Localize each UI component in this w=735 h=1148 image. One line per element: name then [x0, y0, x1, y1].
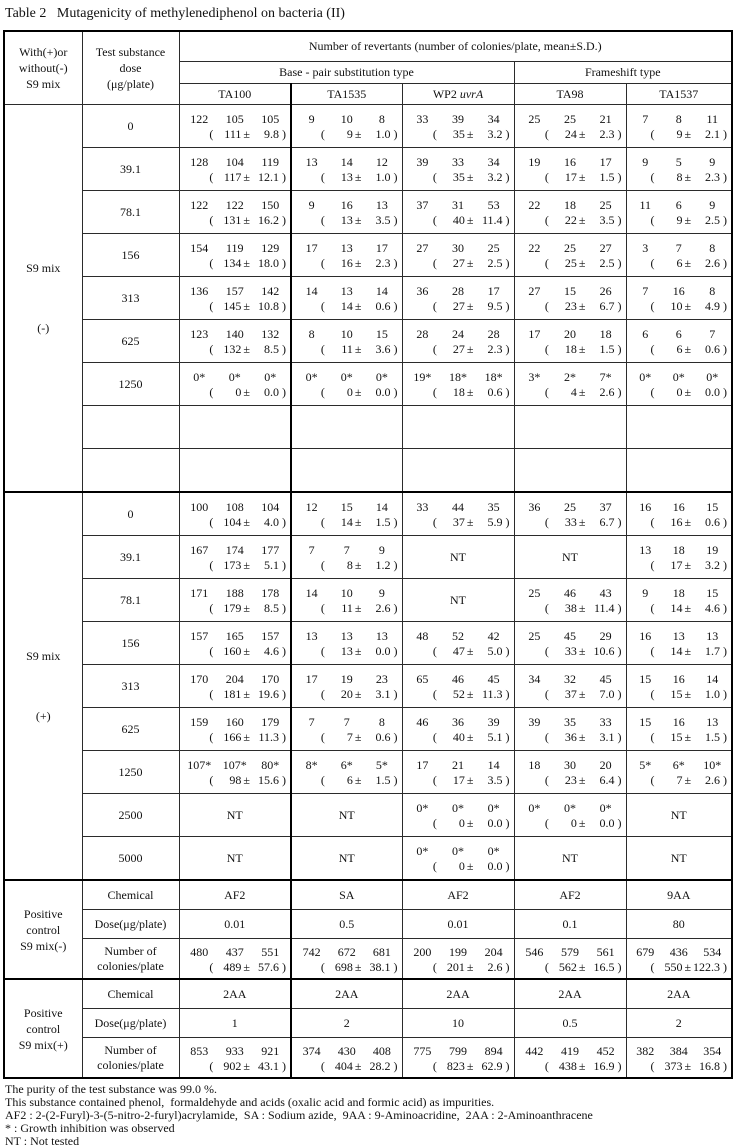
pc-dose-cell: 2 — [626, 1009, 732, 1038]
data-cell: 13 14 12 ( 13 ± 1.0 ) — [291, 148, 402, 191]
pc-dose-cell: 0.5 — [514, 1009, 626, 1038]
data-cell: 0* 0* 0* ( 0 ± 0.0 ) — [402, 837, 514, 881]
empty-cell — [179, 449, 291, 493]
data-cell: 0* 0* 0* ( 0 ± 0.0 ) — [626, 363, 732, 406]
data-cell: 200 199 204 ( 201 ± 2.6 ) — [402, 939, 514, 980]
data-cell: 442 419 452 ( 438 ± 16.9 ) — [514, 1038, 626, 1079]
data-cell: 5* 6* 10* ( 7 ± 2.6 ) — [626, 751, 732, 794]
dose-cell: 5000 — [82, 837, 179, 881]
data-cell: 100 108 104 ( 104 ± 4.0 ) — [179, 492, 291, 536]
data-cell: 122 105 105 ( 111 ± 9.8 ) — [179, 105, 291, 148]
data-cell: 742 672 681 ( 698 ± 38.1 ) — [291, 939, 402, 980]
data-cell: 13 18 19 ( 17 ± 3.2 ) — [626, 536, 732, 579]
data-cell: 775 799 894 ( 823 ± 62.9 ) — [402, 1038, 514, 1079]
pc-chemical-cell: AF2 — [402, 880, 514, 910]
pc-dose-cell: 10 — [402, 1009, 514, 1038]
data-cell: 19 16 17 ( 17 ± 1.5 ) — [514, 148, 626, 191]
data-cell: NT — [402, 536, 514, 579]
data-cell: NT — [626, 794, 732, 837]
empty-cell — [514, 406, 626, 449]
pc-dose-cell: 0.5 — [291, 910, 402, 939]
dose-cell: 156 — [82, 234, 179, 277]
pc-chemical-cell: 9AA — [626, 880, 732, 910]
data-cell: 123 140 132 ( 132 ± 8.5 ) — [179, 320, 291, 363]
pc-chemical-row-label: Chemical — [82, 979, 179, 1009]
data-cell: 36 28 17 ( 27 ± 9.5 ) — [402, 277, 514, 320]
footnote-line: NT : Not tested — [5, 1134, 80, 1148]
data-cell: NT — [514, 837, 626, 881]
footnote-line: The purity of the test substance was 99.0 %. — [5, 1082, 217, 1096]
pc-chemical-cell: 2AA — [514, 979, 626, 1009]
empty-cell — [402, 449, 514, 493]
data-cell: 853 933 921 ( 902 ± 43.1 ) — [179, 1038, 291, 1079]
data-cell: NT — [179, 794, 291, 837]
data-cell: 17 13 17 ( 16 ± 2.3 ) — [291, 234, 402, 277]
data-cell: 7 8 11 ( 9 ± 2.1 ) — [626, 105, 732, 148]
data-cell: 39 33 34 ( 35 ± 3.2 ) — [402, 148, 514, 191]
data-cell: NT — [291, 837, 402, 881]
empty-cell — [402, 406, 514, 449]
data-cell: 18 30 20 ( 23 ± 6.4 ) — [514, 751, 626, 794]
data-cell: 37 31 53 ( 40 ± 11.4 ) — [402, 191, 514, 234]
data-cell: 0* 0* 0* ( 0 ± 0.0 ) — [179, 363, 291, 406]
data-cell: 11 6 9 ( 9 ± 2.5 ) — [626, 191, 732, 234]
dose-cell: 313 — [82, 277, 179, 320]
empty-cell — [179, 406, 291, 449]
pc-dose-cell: 80 — [626, 910, 732, 939]
dose-cell: 625 — [82, 708, 179, 751]
data-cell: 16 13 13 ( 14 ± 1.7 ) — [626, 622, 732, 665]
mutagenicity-table — [3, 30, 733, 1079]
pc-dose-row-label: Dose(μg/plate) — [82, 1009, 179, 1038]
positive-control-label: Positive control S9 mix(-) — [4, 880, 82, 979]
strain-header: TA1537 — [626, 84, 732, 105]
empty-cell — [626, 406, 732, 449]
data-cell: 679 436 534 ( 550 ± 122.3 ) — [626, 939, 732, 980]
pc-dose-cell: 0.1 — [514, 910, 626, 939]
data-cell: 159 160 179 ( 166 ± 11.3 ) — [179, 708, 291, 751]
data-cell: 8 10 15 ( 11 ± 3.6 ) — [291, 320, 402, 363]
data-cell: 8* 6* 5* ( 6 ± 1.5 ) — [291, 751, 402, 794]
data-cell: 9 10 8 ( 9 ± 1.0 ) — [291, 105, 402, 148]
data-cell: NT — [402, 579, 514, 622]
data-cell: 65 46 45 ( 52 ± 11.3 ) — [402, 665, 514, 708]
data-cell: 167 174 177 ( 173 ± 5.1 ) — [179, 536, 291, 579]
data-cell: 9 18 15 ( 14 ± 4.6 ) — [626, 579, 732, 622]
data-cell: NT — [179, 837, 291, 881]
data-cell: 3 7 8 ( 6 ± 2.6 ) — [626, 234, 732, 277]
group-header-1: Frameshift type — [514, 62, 732, 84]
data-cell: 28 24 28 ( 27 ± 2.3 ) — [402, 320, 514, 363]
data-cell: 25 25 21 ( 24 ± 2.3 ) — [514, 105, 626, 148]
empty-cell — [291, 406, 402, 449]
table-header — [4, 31, 732, 105]
section-label: S9 mix (+) — [4, 492, 82, 880]
data-cell: 382 384 354 ( 373 ± 16.8 ) — [626, 1038, 732, 1079]
dose-cell — [82, 406, 179, 449]
data-cell: 171 188 178 ( 179 ± 8.5 ) — [179, 579, 291, 622]
data-cell: 15 16 13 ( 15 ± 1.5 ) — [626, 708, 732, 751]
pc-dose-row-label: Dose(μg/plate) — [82, 910, 179, 939]
strain-header: TA1535 — [291, 84, 402, 105]
data-cell: 17 20 18 ( 18 ± 1.5 ) — [514, 320, 626, 363]
dose-cell: 78.1 — [82, 191, 179, 234]
data-cell: 480 437 551 ( 489 ± 57.6 ) — [179, 939, 291, 980]
pc-chemical-cell: AF2 — [514, 880, 626, 910]
pc-dose-cell: 2 — [291, 1009, 402, 1038]
data-cell: 3* 2* 7* ( 4 ± 2.6 ) — [514, 363, 626, 406]
data-cell: 25 45 29 ( 33 ± 10.6 ) — [514, 622, 626, 665]
data-cell: 34 32 45 ( 37 ± 7.0 ) — [514, 665, 626, 708]
pc-number-row-label: Number of colonies/plate — [82, 939, 179, 980]
empty-cell — [291, 449, 402, 493]
data-cell: 12 15 14 ( 14 ± 1.5 ) — [291, 492, 402, 536]
data-cell: 546 579 561 ( 562 ± 16.5 ) — [514, 939, 626, 980]
footnotes — [5, 1083, 732, 1148]
empty-cell — [626, 449, 732, 493]
data-cell: 17 19 23 ( 20 ± 3.1 ) — [291, 665, 402, 708]
data-cell: 22 25 27 ( 25 ± 2.5 ) — [514, 234, 626, 277]
data-cell: 7 7 8 ( 7 ± 0.6 ) — [291, 708, 402, 751]
data-cell: 14 10 9 ( 11 ± 2.6 ) — [291, 579, 402, 622]
positive-control-label: Positive control S9 mix(+) — [4, 979, 82, 1078]
dose-cell: 39.1 — [82, 536, 179, 579]
data-cell: 136 157 142 ( 145 ± 10.8 ) — [179, 277, 291, 320]
section-label: S9 mix (-) — [4, 105, 82, 493]
dose-cell: 2500 — [82, 794, 179, 837]
strain-header: WP2 uvrA — [402, 84, 514, 105]
pc-chemical-cell: SA — [291, 880, 402, 910]
footnote-line: This substance contained phenol, formaldehyde and acids (oxalic acid and formic acid) as impurities. — [5, 1095, 495, 1109]
data-cell: NT — [514, 536, 626, 579]
data-cell: 374 430 408 ( 404 ± 28.2 ) — [291, 1038, 402, 1079]
data-cell: 154 119 129 ( 134 ± 18.0 ) — [179, 234, 291, 277]
pc-chemical-cell: 2AA — [402, 979, 514, 1009]
header-test-substance-dose: Test substance dose (μg/plate) — [82, 31, 179, 105]
data-cell: NT — [291, 794, 402, 837]
group-header-0: Base - pair substitution type — [179, 62, 514, 84]
data-cell: 16 16 15 ( 16 ± 0.6 ) — [626, 492, 732, 536]
data-cell: 22 18 25 ( 22 ± 3.5 ) — [514, 191, 626, 234]
dose-cell: 156 — [82, 622, 179, 665]
dose-cell: 0 — [82, 492, 179, 536]
data-cell: 0* 0* 0* ( 0 ± 0.0 ) — [291, 363, 402, 406]
dose-cell: 78.1 — [82, 579, 179, 622]
data-cell: 9 16 13 ( 13 ± 3.5 ) — [291, 191, 402, 234]
dose-cell: 1250 — [82, 751, 179, 794]
data-cell: 0* 0* 0* ( 0 ± 0.0 ) — [514, 794, 626, 837]
data-cell: 122 122 150 ( 131 ± 16.2 ) — [179, 191, 291, 234]
data-cell: 9 5 9 ( 8 ± 2.3 ) — [626, 148, 732, 191]
footnote-line: AF2 : 2-(2-Furyl)-3-(5-nitro-2-furyl)acrylamide, SA : Sodium azide, 9AA : 9-Aminoacridine, 2AA : 2-Aminoanthracene — [5, 1108, 593, 1122]
data-cell: 170 204 170 ( 181 ± 19.6 ) — [179, 665, 291, 708]
dose-cell — [82, 449, 179, 493]
data-cell: 14 13 14 ( 14 ± 0.6 ) — [291, 277, 402, 320]
pc-dose-cell: 0.01 — [402, 910, 514, 939]
data-cell: 7 7 9 ( 8 ± 1.2 ) — [291, 536, 402, 579]
data-cell: 7 16 8 ( 10 ± 4.9 ) — [626, 277, 732, 320]
data-cell: 48 52 42 ( 47 ± 5.0 ) — [402, 622, 514, 665]
strain-header: TA98 — [514, 84, 626, 105]
data-cell: 36 25 37 ( 33 ± 6.7 ) — [514, 492, 626, 536]
table-title: Table 2 Mutagenicity of methylenediphenol on bacteria (II) — [5, 6, 345, 21]
dose-cell: 625 — [82, 320, 179, 363]
data-cell: 17 21 14 ( 17 ± 3.5 ) — [402, 751, 514, 794]
data-cell: 15 16 14 ( 15 ± 1.0 ) — [626, 665, 732, 708]
data-cell: NT — [626, 837, 732, 881]
header-number-of-revertants: Number of revertants (number of colonies/plate, mean±S.D.) — [179, 31, 732, 62]
dose-cell: 0 — [82, 105, 179, 148]
data-cell: 13 13 13 ( 13 ± 0.0 ) — [291, 622, 402, 665]
data-cell: 33 44 35 ( 37 ± 5.9 ) — [402, 492, 514, 536]
data-cell: 39 35 33 ( 36 ± 3.1 ) — [514, 708, 626, 751]
data-cell: 128 104 119 ( 117 ± 12.1 ) — [179, 148, 291, 191]
data-cell: 157 165 157 ( 160 ± 4.6 ) — [179, 622, 291, 665]
footnote-line: * : Growth inhibition was observed — [5, 1121, 175, 1135]
dose-cell: 313 — [82, 665, 179, 708]
data-cell: 46 36 39 ( 40 ± 5.1 ) — [402, 708, 514, 751]
pc-chemical-cell: AF2 — [179, 880, 291, 910]
data-cell: 27 15 26 ( 23 ± 6.7 ) — [514, 277, 626, 320]
data-cell: 25 46 43 ( 38 ± 11.4 ) — [514, 579, 626, 622]
data-cell: 19* 18* 18* ( 18 ± 0.6 ) — [402, 363, 514, 406]
data-cell: 107* 107* 80* ( 98 ± 15.6 ) — [179, 751, 291, 794]
data-cell: 6 6 7 ( 6 ± 0.6 ) — [626, 320, 732, 363]
pc-chemical-cell: 2AA — [626, 979, 732, 1009]
strain-header: TA100 — [179, 84, 291, 105]
header-s9-mix: With(+)or without(-) S9 mix — [4, 31, 82, 105]
pc-chemical-row-label: Chemical — [82, 880, 179, 910]
pc-chemical-cell: 2AA — [179, 979, 291, 1009]
pc-number-row-label: Number of colonies/plate — [82, 1038, 179, 1079]
dose-cell: 39.1 — [82, 148, 179, 191]
data-cell: 27 30 25 ( 27 ± 2.5 ) — [402, 234, 514, 277]
pc-dose-cell: 0.01 — [179, 910, 291, 939]
data-cell: 0* 0* 0* ( 0 ± 0.0 ) — [402, 794, 514, 837]
data-cell: 33 39 34 ( 35 ± 3.2 ) — [402, 105, 514, 148]
pc-dose-cell: 1 — [179, 1009, 291, 1038]
dose-cell: 1250 — [82, 363, 179, 406]
pc-chemical-cell: 2AA — [291, 979, 402, 1009]
empty-cell — [514, 449, 626, 493]
